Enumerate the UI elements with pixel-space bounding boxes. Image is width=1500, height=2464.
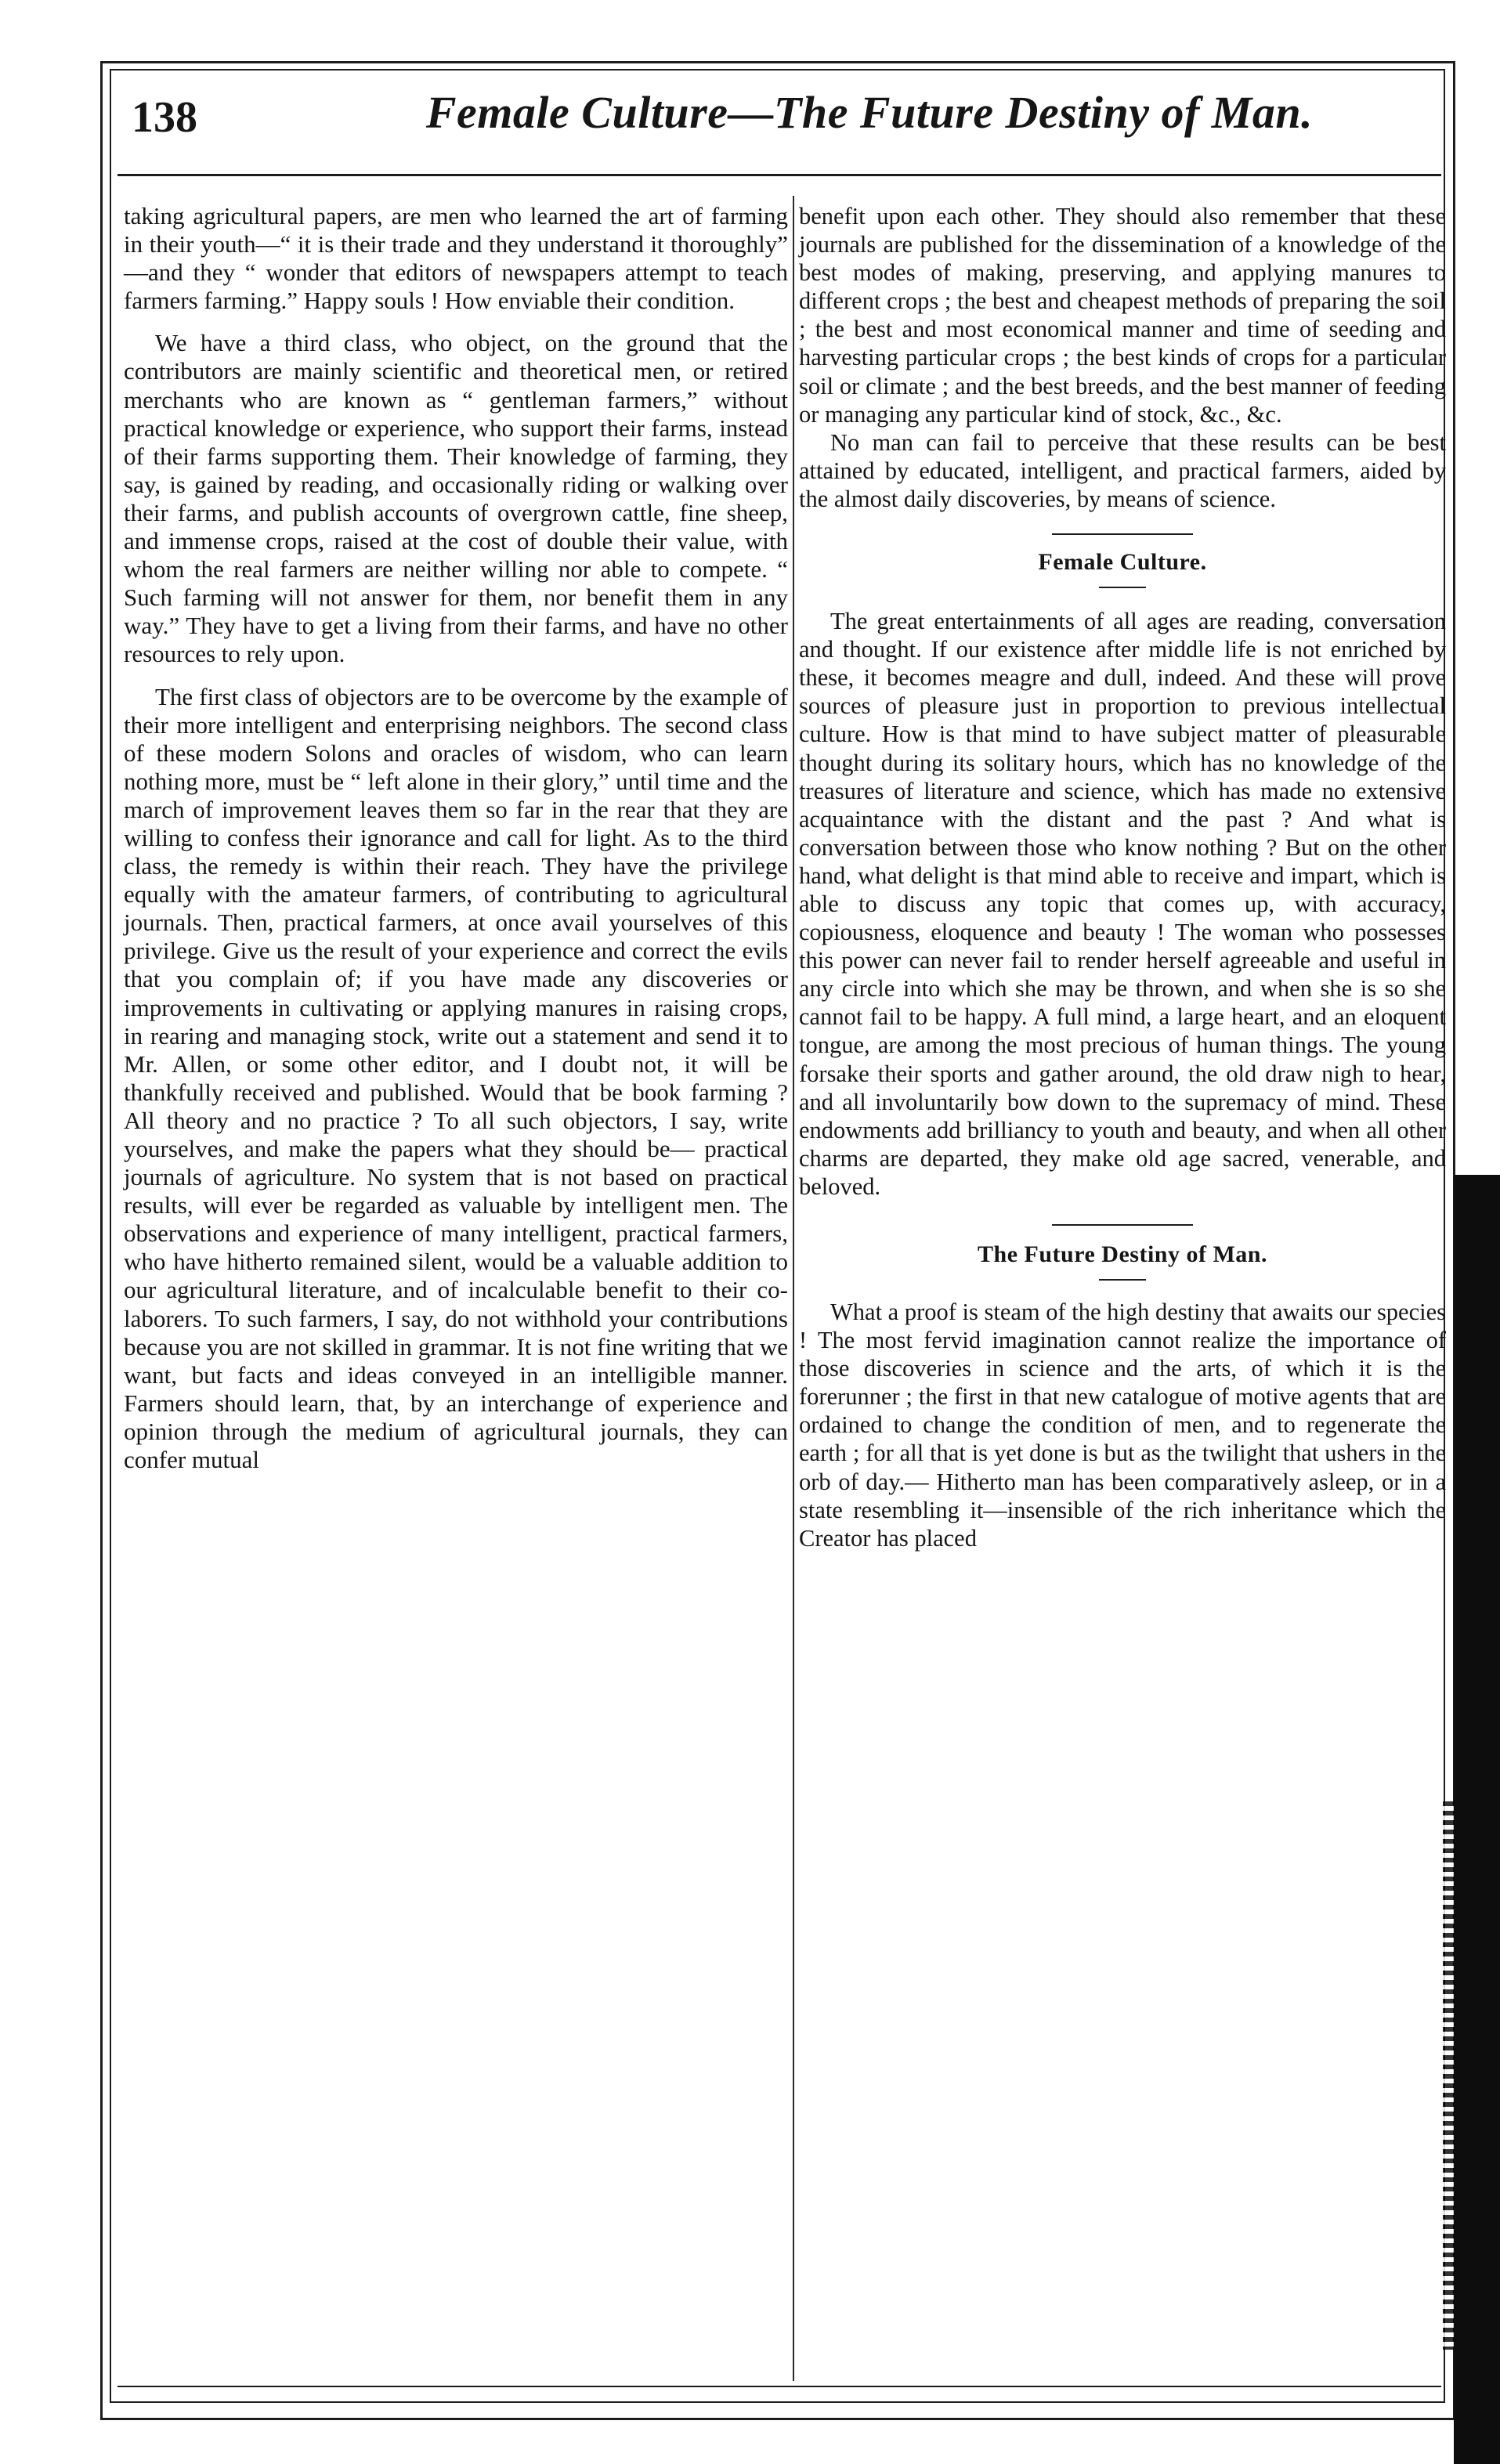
running-title: Female Culture—The Future Destiny of Man.	[425, 87, 1314, 138]
scan-edge-artifact	[1443, 1801, 1454, 2350]
section-heading-future-destiny: The Future Destiny of Man.	[978, 1241, 1267, 1267]
paragraph: The great entertainments of all ages are reading, conversation and thought. If our existence after middle life is not enriched by these, it becomes meagre and dull, indeed. And these will prove sources of pleasure just in proportion to previous intellectual culture. How is that mind to have subject matter of pleasurable thought during its solitary hours, which has no knowledge of the treasures of literature and science, which has made no extensive acquaintance with the distant and the past ? And what is conversation between those who know nothing ? But on the other hand, what delight is that mind able to receive and impart, which is able to discuss any topic that comes up, with accuracy, copiousness, eloquence and beauty ! The woman who possesses this power can never fail to render herself agreeable and useful in any circle into which she may be thrown, and when she is so she cannot fail to be happy. A full mind, a large heart, and an eloquent tongue, are among the most precious of human things. The young forsake their sports and gather around, the old draw nigh to hear, and all involuntarily bow down to the supremacy of mind. These endowments add brilliancy to youth and beauty, and when all other charms are departed, they make old age sacred, venerable, and beloved.	[799, 608, 1446, 1200]
scan-edge-shadow	[1454, 1175, 1500, 2464]
paragraph: taking agricultural papers, are men who learned the art of farming in their youth—“ it is their trade and they understand it thoroughly” —and they “ wonder that editors of newspapers attempt to teach farmers farming.” Happy souls ! How enviable their condition.	[124, 202, 788, 315]
paragraph: No man can fail to perceive that these results can be best attained by educated, intelligent, and practical farmers, aided by the almost daily discoveries, by means of science.	[799, 428, 1446, 512]
paragraph: What a proof is steam of the high destiny that awaits our species ! The most fervid imagination cannot realize the importance of those discoveries in science and the arts, of which it is the forerunner ; the first in that new catalogue of motive agents that are ordained to change the condition of men, and to regenerate the earth ; for all that is yet done is but as the twilight that ushers in the orb of day.— Hitherto man has been comparatively asleep, or in a state resembling it—insensible of the rich inheritance which the Creator has placed	[799, 1299, 1447, 1552]
left-column	[124, 202, 788, 1474]
paragraph: We have a third class, who object, on the ground that the contributors are mainly scientific and theoretical men, or retired merchants who are known as “ gentleman farmers,” without practical knowledge or experience, who support their farms, instead of their farms supporting them. Their knowledge of farming, they say, is gained by reading, and occasionally riding or walking over their farms, and publish accounts of overgrown cattle, fine sheep, and immense crops, raised at the cost of double their value, with whom the real farmers are neither willing nor able to compete. “ Such farming will not answer for them, nor benefit them in any way.” They have to get a living from their farms, and have no other resources to rely upon.	[124, 329, 788, 668]
paragraph: benefit upon each other. They should also remember that these journals are published for the dissemination of a knowledge of the best modes of making, preserving, and applying manures to different crops ; the best and cheapest methods of preparing the soil ; the best and most economical manner and time of seeding and harvesting particular crops ; the best kinds of crops for a particular soil or climate ; and the best breeds, and the best manner of feeding or managing any particular kind of stock, &c., &c.	[799, 203, 1446, 428]
footer-rule	[117, 2386, 1441, 2387]
right-column	[799, 202, 1446, 1552]
page-header	[125, 78, 1426, 164]
header-rule	[117, 174, 1441, 176]
section-heading-female-culture: Female Culture.	[1038, 549, 1207, 576]
paragraph: The first class of objectors are to be overcome by the example of their more intelligent and enterprising neighbors. The second class of these modern Solons and oracles of wisdom, who can learn nothing more, must be “ left alone in their glory,” until time and the march of improvement leaves them so far in the rear that they are willing to confess their ignorance and call for light. As to the third class, the remedy is within their reach. They have the privilege equally with the amateur farmers, of contributing to agricultural journals. Then, practical farmers, at once avail yourselves of this privilege. Give us the result of your experience and correct the evils that you complain of; if you have made any discoveries or improvements in cultivating or applying manures in raising crops, in rearing and managing stock, write out a statement and send it to Mr. Allen, or some other editor, and I doubt not, it will be thankfully received and published. Would that be book farming ? All theory and no practice ? To all such objectors, I say, write yourselves, and make the papers what they should be— practical journals of agriculture. No system that is not based on practical results, will ever be regarded as valuable by intelligent men. The observations and experience of many intelligent, practical farmers, who have hitherto remained silent, would be a valuable addition to our agricultural literature, and of incalculable benefit to their co-laborers. To such farmers, I say, do not withhold your contributions because you are not skilled in grammar. It is not fine writing that we want, but facts and ideas conveyed in an intelligible manner. Farmers should learn, that, by an interchange of experience and opinion through the medium of agricultural journals, they can confer mutual	[124, 682, 788, 1474]
column-divider	[793, 196, 794, 2381]
page-number: 138	[132, 93, 197, 142]
